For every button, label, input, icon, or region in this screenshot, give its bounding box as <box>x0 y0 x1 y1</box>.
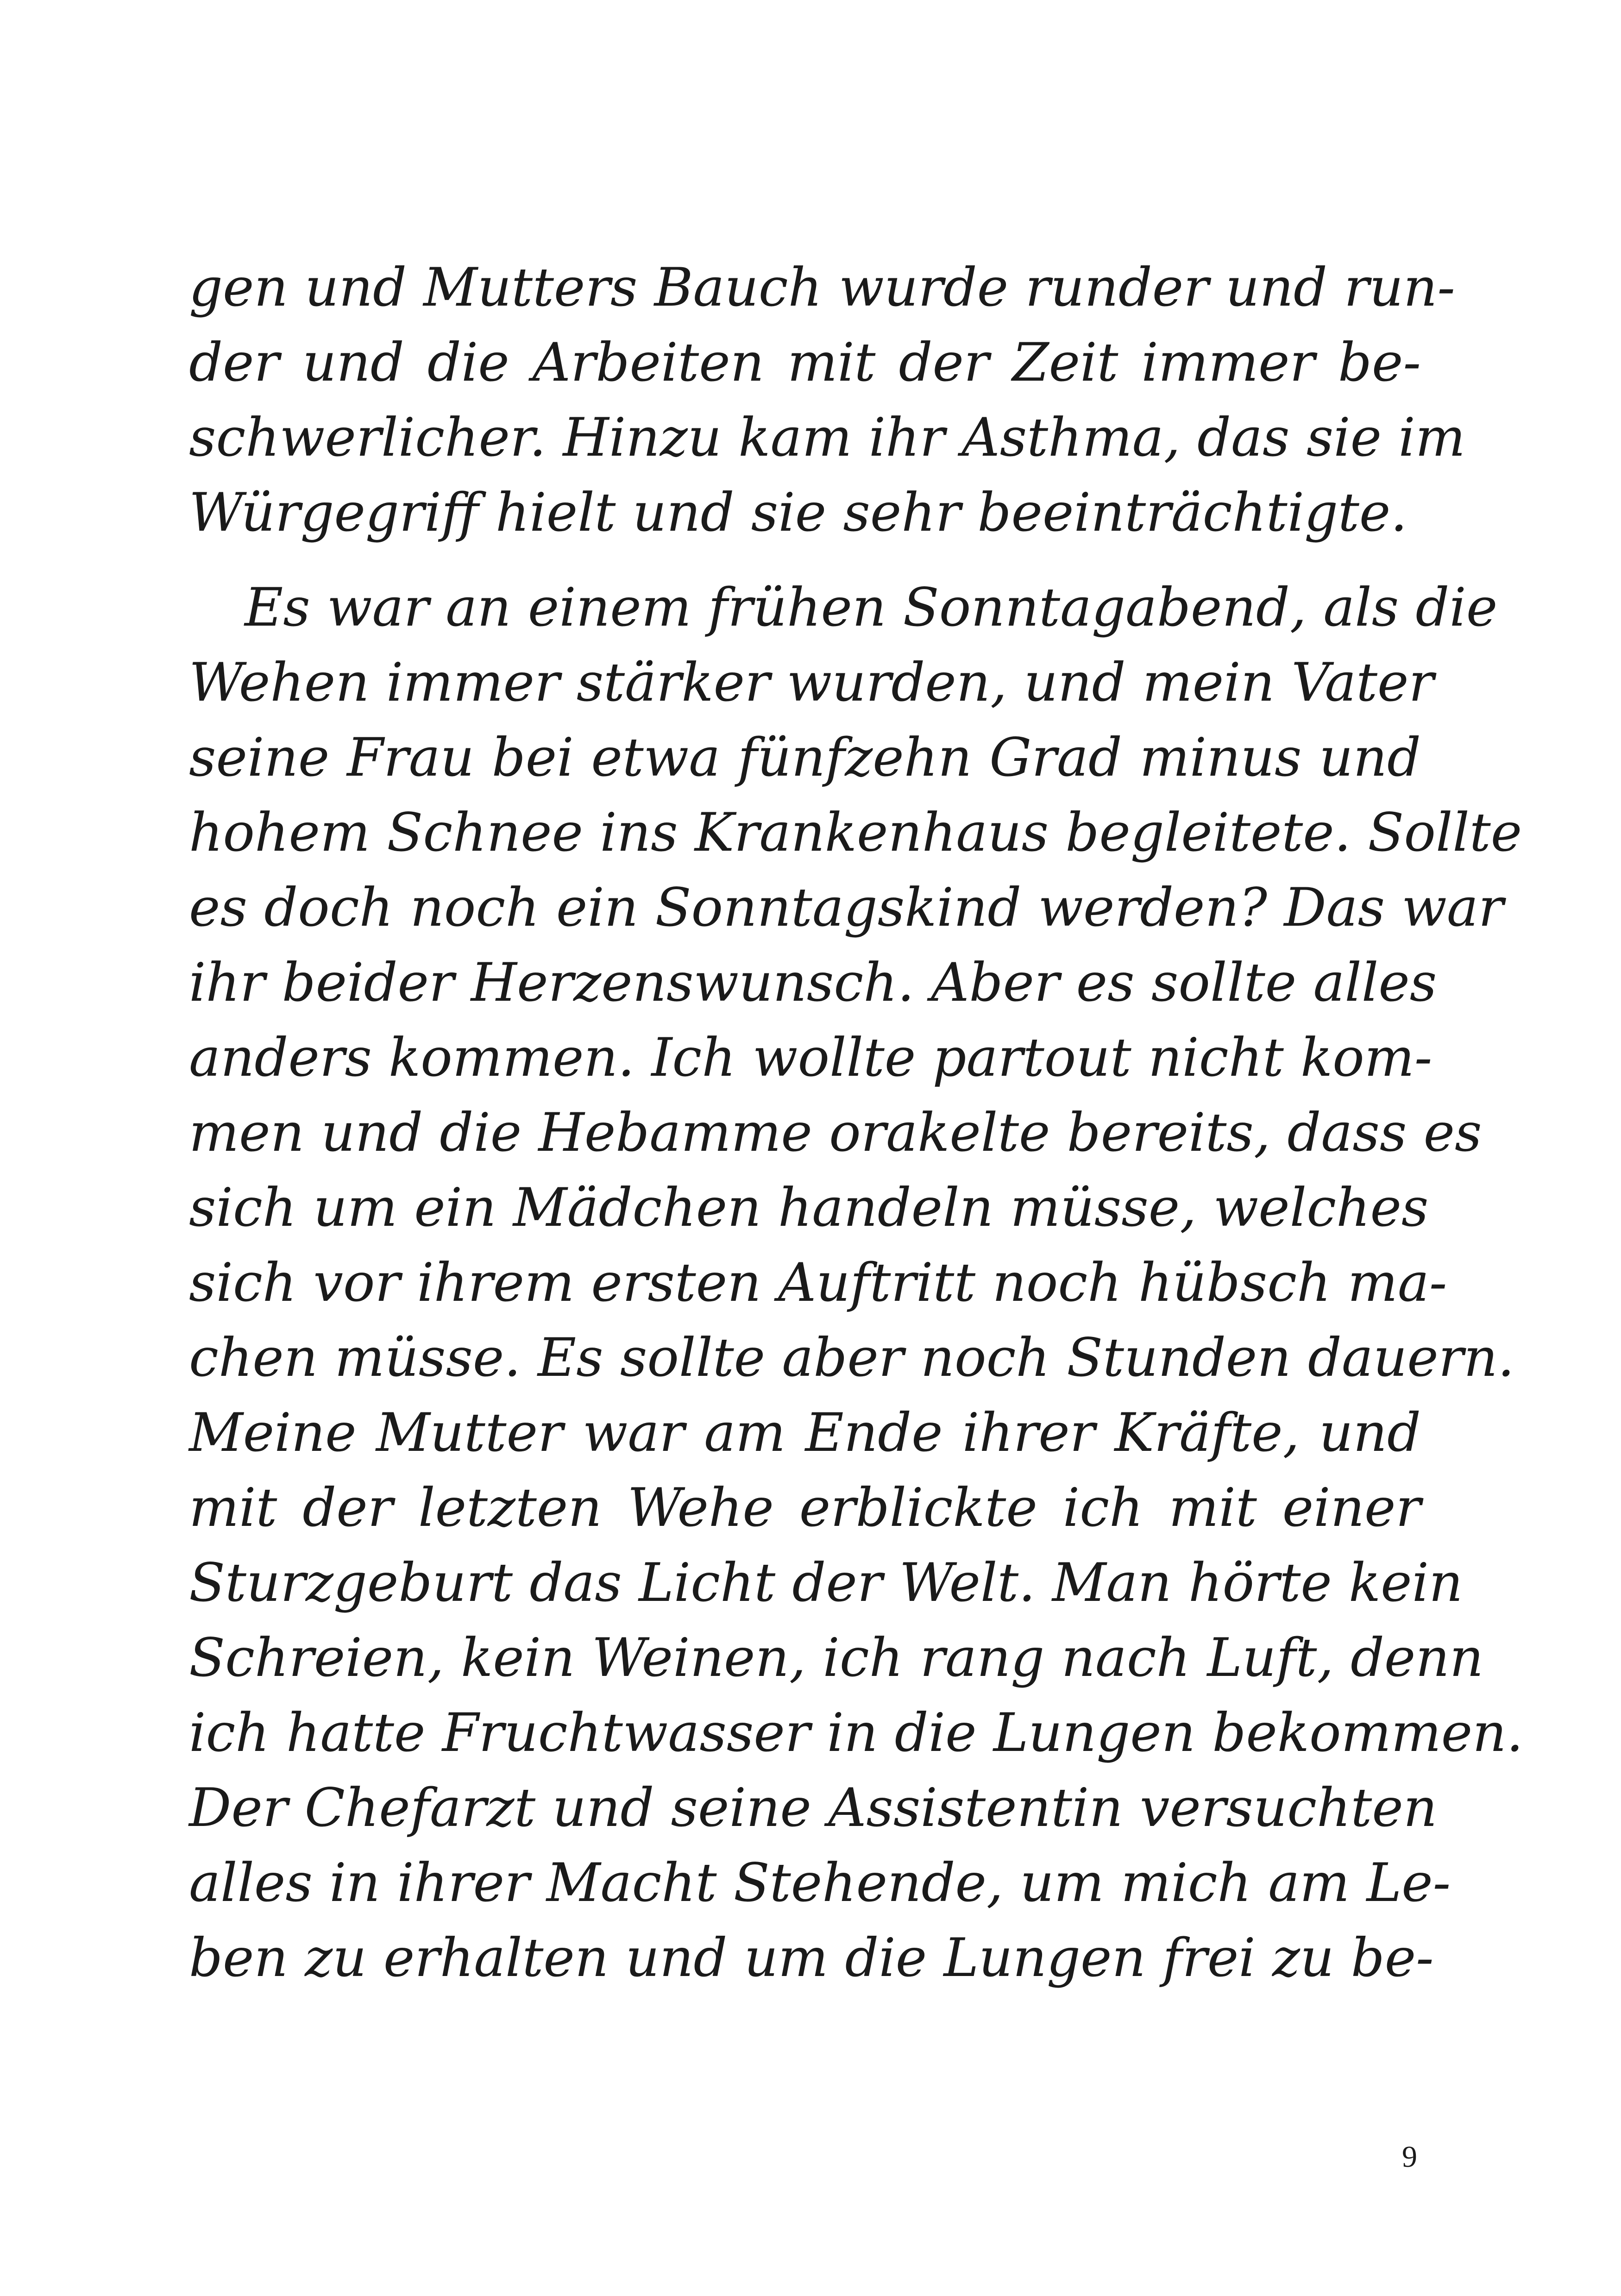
text-line: Meine Mutter war am Ende ihrer Kräfte, und <box>189 1402 1421 1463</box>
paragraph-gap <box>189 550 1421 570</box>
text-line: hohem Schnee ins Krankenhaus begleitete. Sollte <box>189 802 1522 863</box>
text-line: Würgegriff hielt und sie sehr beeinträchtigte. <box>189 482 1407 543</box>
body-text <box>189 250 1523 1995</box>
text-line: Wehen immer stärker wurden, und mein Vater <box>189 652 1434 713</box>
text-line: es doch noch ein Sonntagskind werden? Das war <box>189 877 1504 938</box>
text-line: ich hatte Fruchtwasser in die Lungen bekommen. <box>189 1702 1523 1763</box>
text-line: chen müsse. Es sollte aber noch Stunden dauern. <box>189 1327 1514 1388</box>
text-line: ihr beider Herzenswunsch. Aber es sollte alles <box>189 952 1437 1013</box>
page-number: 9 <box>1402 2140 1417 2174</box>
text-line: Der Chefarzt und seine Assistentin versuchten <box>189 1777 1438 1838</box>
text-line: ben zu erhalten und um die Lungen frei zu be- <box>189 1927 1434 1989</box>
text-line: mit der letzten Wehe erblickte ich mit einer <box>189 1477 1421 1538</box>
paragraph-1 <box>189 250 1465 550</box>
text-line <box>189 570 1498 645</box>
text-line: gen und Mutters Bauch wurde runder und run- <box>189 257 1455 318</box>
text-line: sich um ein Mädchen handeln müsse, welches <box>189 1177 1429 1238</box>
text-line: schwerlicher. Hinzu kam ihr Asthma, das sie im <box>189 407 1465 468</box>
text-line: der und die Arbeiten mit der Zeit immer be- <box>189 332 1421 393</box>
text-line-content: Es war an einem frühen Sonntagabend, als die <box>245 577 1498 638</box>
text-line: Schreien, kein Weinen, ich rang nach Luft, denn <box>189 1627 1484 1688</box>
text-line: anders kommen. Ich wollte partout nicht kom- <box>189 1027 1433 1088</box>
text-line: sich vor ihrem ersten Auftritt noch hübsch ma- <box>189 1252 1447 1313</box>
text-line: men und die Hebamme orakelte bereits, dass es <box>189 1102 1482 1163</box>
text-line: Sturzgeburt das Licht der Welt. Man hörte kein <box>189 1552 1463 1613</box>
text-line: seine Frau bei etwa fünfzehn Grad minus und <box>189 727 1421 788</box>
paragraph-2 <box>189 570 1523 1995</box>
text-line: alles in ihrer Macht Stehende, um mich am Le- <box>189 1852 1451 1913</box>
